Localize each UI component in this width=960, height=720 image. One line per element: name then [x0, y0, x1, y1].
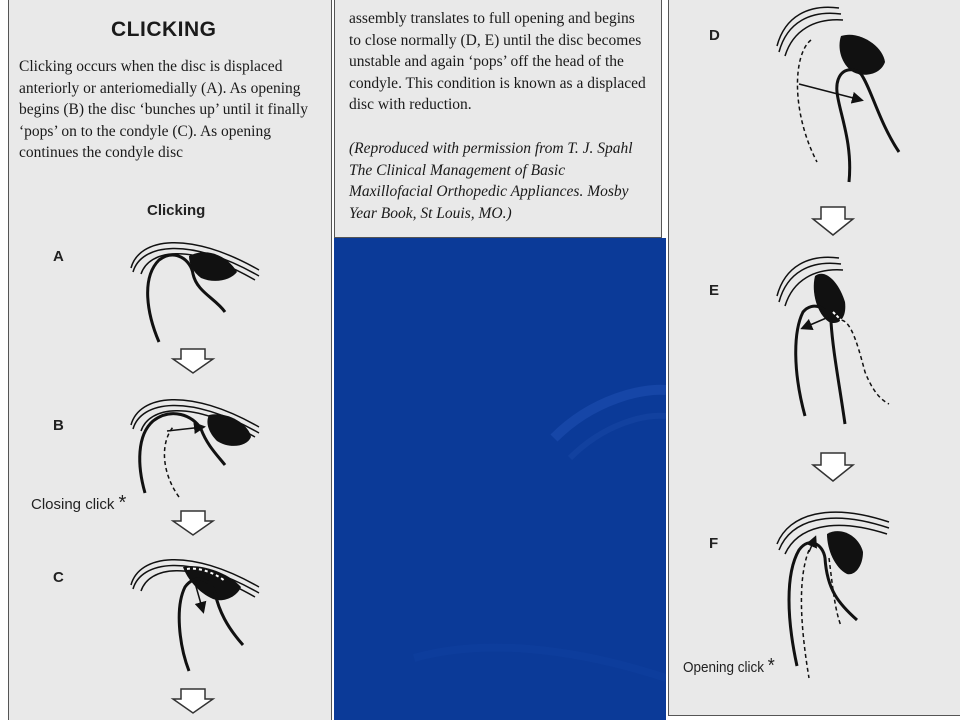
page-heading: CLICKING — [111, 18, 217, 41]
diagram-c — [119, 545, 269, 675]
opening-click-label: Opening click * — [683, 655, 775, 677]
diagram-a — [119, 228, 269, 348]
label-d: D — [709, 27, 720, 44]
left-page-panel — [8, 0, 332, 720]
blue-background-area — [334, 238, 666, 720]
diagram-b — [119, 385, 269, 505]
label-f: F — [709, 535, 719, 552]
label-c: C — [53, 569, 64, 586]
label-b: B — [53, 417, 64, 434]
permission-credit: (Reproduced with permission from T. J. Spahl The Clinical Management of Basic Maxillofacial Orthopedic Appliances. Mosby Year Book, St Louis, MO.) — [349, 140, 633, 222]
closing-click-label: Closing click * — [31, 492, 127, 514]
continued-text-panel — [334, 0, 662, 238]
right-figure-panel — [668, 0, 960, 716]
label-e: E — [709, 282, 720, 299]
down-arrow-icon — [171, 688, 215, 714]
diagram-d — [769, 2, 919, 187]
diagram-e — [769, 252, 919, 437]
label-a: A — [53, 248, 64, 265]
clicking-description: Clicking occurs when the disc is displaced anteriorly or anteriomedially (A). As opening begins (B) the disc ‘bunches up’ until it finally ‘pops’ on to the condyle (C). As opening continues the condyle disc — [19, 58, 308, 161]
down-arrow-icon — [171, 348, 215, 374]
continued-description: assembly translates to full opening and begins to close normally (D, E) until the disc becomes unstable and again ‘pops’ off the head of the condyle. This condition is known as a displaced disc with reduction. — [349, 10, 646, 113]
diagram-f — [769, 500, 919, 685]
down-arrow-icon — [811, 452, 855, 482]
figure-title: Clicking — [147, 202, 206, 219]
down-arrow-icon — [171, 510, 215, 536]
down-arrow-icon — [811, 206, 855, 236]
decorative-swoosh — [334, 238, 666, 720]
